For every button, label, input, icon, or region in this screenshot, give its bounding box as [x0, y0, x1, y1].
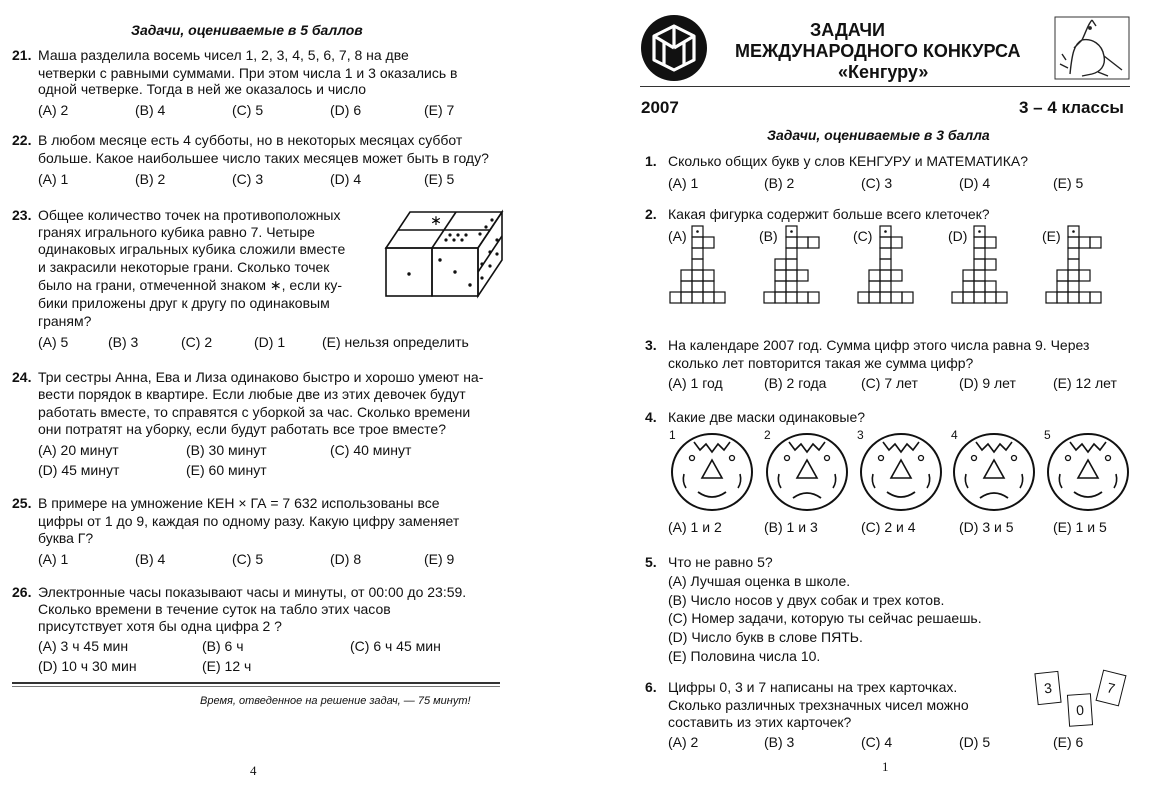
q21-text-line: Маша разделила восемь чисел 1, 2, 3, 4, 5, 6, 7, 8 на две — [38, 47, 409, 63]
q2-figure-b — [758, 224, 828, 308]
kangaroo-drawing — [1052, 14, 1132, 82]
year: 2007 — [641, 98, 679, 117]
q23-option-a[interactable]: (A) 5 — [38, 334, 69, 350]
mask-2 — [763, 430, 851, 512]
q3-option-c[interactable]: (C) 7 лет — [861, 375, 918, 391]
mask-number-2: 2 — [764, 428, 771, 442]
q24-option-d[interactable]: (D) 45 минут — [38, 462, 120, 478]
q26-number: 26. — [12, 584, 32, 600]
q23-text-line: одинаковых игральных кубика сложили вместе — [38, 241, 346, 257]
q23-number: 23. — [12, 207, 32, 223]
header-title-line3: «Кенгуру» — [838, 62, 929, 82]
q21-option-a[interactable]: (A) 2 — [38, 102, 69, 118]
q22-option-e[interactable]: (E) 5 — [424, 171, 455, 187]
q6-text-line: Цифры 0, 3 и 7 написаны на трех карточках. — [668, 679, 958, 695]
q5-text: Что не равно 5? — [668, 554, 773, 570]
q23-text-line: бики приложены друг к другу по одинаковым — [38, 295, 330, 311]
q22-option-b[interactable]: (B) 2 — [135, 171, 166, 187]
card-7-digit: 7 — [1105, 679, 1117, 697]
svg-text:∗: ∗ — [430, 212, 442, 228]
mask-number-5: 5 — [1044, 428, 1051, 442]
q25-option-b[interactable]: (B) 4 — [135, 551, 166, 567]
q25-option-e[interactable]: (E) 9 — [424, 551, 455, 567]
dice-block-figure — [384, 208, 502, 300]
q5-option-d[interactable]: (D) Число букв в слове ПЯТЬ. — [668, 629, 863, 645]
q24-option-a[interactable]: (A) 20 минут — [38, 442, 119, 458]
q4-option-e[interactable]: (E) 1 и 5 — [1053, 519, 1107, 535]
mask-number-3: 3 — [857, 428, 864, 442]
q26-option-a[interactable]: (A) 3 ч 45 мин — [38, 638, 129, 654]
card-7 — [1095, 670, 1126, 707]
q2-label-b[interactable]: (B) — [759, 228, 778, 244]
card-3-digit: 3 — [1043, 679, 1053, 697]
q21-option-d[interactable]: (D) 6 — [330, 102, 362, 118]
q2-text: Какая фигурка содержит больше всего клеточек? — [668, 206, 990, 222]
q25-option-a[interactable]: (A) 1 — [38, 551, 69, 567]
q6-option-b[interactable]: (B) 3 — [764, 734, 795, 750]
card-0 — [1067, 693, 1093, 727]
footer-rule-thin — [12, 686, 500, 687]
q6-number: 6. — [645, 679, 657, 695]
header-rule — [640, 86, 1130, 87]
q25-number: 25. — [12, 495, 32, 511]
q2-figure-a — [664, 224, 734, 308]
q4-option-b[interactable]: (B) 1 и 3 — [764, 519, 818, 535]
q24-text-line: Три сестры Анна, Ева и Лиза одинаково быстро и хорошо умеют на- — [38, 369, 484, 385]
q3-text-line: На календаре 2007 год. Сумма цифр этого числа равна 9. Через — [668, 337, 1090, 353]
q2-figure-e — [1040, 224, 1110, 308]
q5-option-e[interactable]: (E) Половина числа 10. — [668, 648, 821, 664]
card-3 — [1034, 671, 1061, 705]
q22-option-a[interactable]: (A) 1 — [38, 171, 69, 187]
q23-option-d[interactable]: (D) 1 — [254, 334, 286, 350]
q2-figure-c — [852, 224, 922, 308]
q6-text-line: Сколько различных трехзначных чисел можно — [668, 697, 969, 713]
mask-5 — [1044, 430, 1132, 512]
q3-option-e[interactable]: (E) 12 лет — [1053, 375, 1117, 391]
q4-option-c[interactable]: (C) 2 и 4 — [861, 519, 916, 535]
grades: 3 – 4 классы — [1019, 98, 1124, 117]
header-title-line2: МЕЖДУНАРОДНОГО КОНКУРСА — [735, 41, 1021, 61]
q2-label-e[interactable]: (E) — [1042, 228, 1061, 244]
q6-option-a[interactable]: (A) 2 — [668, 734, 699, 750]
q1-text: Сколько общих букв у слов КЕНГУРУ и МАТЕМАТИКА? — [668, 153, 1029, 169]
q24-text-line: работать вместе, то справятся с уборкой за час. Сколько времени — [38, 404, 471, 420]
q25-text-line: цифры от 1 до 9, каждая по одному разу. Какую цифру заменяет — [38, 513, 460, 529]
q6-option-d[interactable]: (D) 5 — [959, 734, 991, 750]
right-section-title: Задачи, оцениваемые в 3 балла — [767, 127, 990, 143]
q22-option-d[interactable]: (D) 4 — [330, 171, 362, 187]
q1-option-a[interactable]: (A) 1 — [668, 175, 699, 191]
q23-text-line: и закрасили некоторые грани. Сколько точек — [38, 259, 330, 275]
q1-option-e[interactable]: (E) 5 — [1053, 175, 1084, 191]
q3-text-line: сколько лет повторится такая же сумма цифр? — [668, 355, 974, 371]
mask-number-4: 4 — [951, 428, 958, 442]
left-section-title: Задачи, оцениваемые в 5 баллов — [131, 22, 363, 38]
mask-1 — [668, 430, 756, 512]
mask-4 — [950, 430, 1038, 512]
q4-text: Какие две маски одинаковые? — [668, 409, 866, 425]
q26-text-line: Электронные часы показывают часы и минуты, от 00:00 до 23:59. — [38, 584, 467, 600]
q21-option-e[interactable]: (E) 7 — [424, 102, 455, 118]
mask-3 — [857, 430, 945, 512]
q2-label-d[interactable]: (D) — [948, 228, 968, 244]
q4-number: 4. — [645, 409, 657, 425]
q21-text-line: четверки с равными суммами. При этом числа 1 и 3 оказались в — [38, 65, 458, 81]
q25-text-line: буква Г? — [38, 530, 94, 546]
left-page-number: 4 — [250, 763, 257, 778]
q21-option-c[interactable]: (C) 5 — [232, 102, 264, 118]
footer-rule — [12, 682, 500, 684]
card-0-digit: 0 — [1075, 701, 1085, 719]
q2-figure-d — [946, 224, 1016, 308]
q23-text-line: было на грани, отмеченной знаком ∗, если ку- — [38, 277, 343, 293]
q1-option-d[interactable]: (D) 4 — [959, 175, 991, 191]
q6-option-c[interactable]: (C) 4 — [861, 734, 893, 750]
q24-number: 24. — [12, 369, 32, 385]
kangaroo-logo-emblem — [640, 14, 708, 82]
q4-option-d[interactable]: (D) 3 и 5 — [959, 519, 1014, 535]
q25-option-d[interactable]: (D) 8 — [330, 551, 362, 567]
q26-option-e[interactable]: (E) 12 ч — [202, 658, 252, 674]
q22-option-c[interactable]: (C) 3 — [232, 171, 264, 187]
q4-option-a[interactable]: (A) 1 и 2 — [668, 519, 722, 535]
header-title-line1: ЗАДАЧИ — [810, 20, 885, 40]
q2-label-a[interactable]: (A) — [668, 228, 687, 244]
q26-option-c[interactable]: (C) 6 ч 45 мин — [350, 638, 441, 654]
q1-number: 1. — [645, 153, 657, 169]
q3-option-a[interactable]: (A) 1 год — [668, 375, 723, 391]
q24-option-b[interactable]: (B) 30 минут — [186, 442, 267, 458]
q21-text-line: одной четверке. Тогда в ней же оказалось и число — [38, 81, 367, 97]
q6-option-e[interactable]: (E) 6 — [1053, 734, 1084, 750]
q1-option-b[interactable]: (B) 2 — [764, 175, 795, 191]
q24-text-line: вести порядок в квартире. Если любые две из этих девочек будут — [38, 386, 466, 402]
q26-text-line: присутствует хотя бы одна цифра 2 ? — [38, 618, 282, 634]
q3-option-b[interactable]: (B) 2 года — [764, 375, 827, 391]
q23-option-e[interactable]: (E) нельзя определить — [322, 334, 469, 350]
q23-text-line: Общее количество точек на противоположных — [38, 207, 341, 223]
q2-number: 2. — [645, 206, 657, 222]
q26-option-b[interactable]: (B) 6 ч — [202, 638, 244, 654]
q26-option-d[interactable]: (D) 10 ч 30 мин — [38, 658, 137, 674]
q21-option-b[interactable]: (B) 4 — [135, 102, 166, 118]
q1-option-c[interactable]: (C) 3 — [861, 175, 893, 191]
q3-option-d[interactable]: (D) 9 лет — [959, 375, 1016, 391]
right-page-number: 1 — [882, 759, 889, 774]
mask-number-1: 1 — [669, 428, 676, 442]
q24-option-e[interactable]: (E) 60 минут — [186, 462, 267, 478]
q25-option-c[interactable]: (C) 5 — [232, 551, 264, 567]
q5-option-c[interactable]: (C) Номер задачи, которую ты сейчас решаешь. — [668, 610, 982, 626]
q5-number: 5. — [645, 554, 657, 570]
q24-option-c[interactable]: (C) 40 минут — [330, 442, 412, 458]
q23-text-line: граням? — [38, 313, 92, 329]
q6-text-line: составить из этих карточек? — [668, 714, 852, 730]
q24-text-line: они потратят на уборку, если будут работать все трое вместе? — [38, 421, 446, 437]
q5-option-a[interactable]: (A) Лучшая оценка в школе. — [668, 573, 851, 589]
q25-text-line: В примере на умножение КЕН × ГА = 7 632 использованы все — [38, 495, 440, 511]
q23-option-c[interactable]: (C) 2 — [181, 334, 213, 350]
q5-option-b[interactable]: (B) Число носов у двух собак и трех котов. — [668, 592, 945, 608]
q21-number: 21. — [12, 47, 32, 63]
q26-text-line: Сколько времени в течение суток на табло этих часов — [38, 601, 391, 617]
q22-text-line: больше. Какое наибольшее число таких месяцев может быть в году? — [38, 150, 489, 166]
q23-text-line: гранях игрального кубика равно 7. Четыре — [38, 224, 315, 240]
q22-text-line: В любом месяце есть 4 субботы, но в некоторых месяцах суббот — [38, 132, 463, 148]
q23-option-b[interactable]: (B) 3 — [108, 334, 139, 350]
q2-label-c[interactable]: (C) — [853, 228, 873, 244]
q3-number: 3. — [645, 337, 657, 353]
q22-number: 22. — [12, 132, 32, 148]
time-note: Время, отведенное на решение задач, — 75 минут! — [200, 695, 471, 707]
